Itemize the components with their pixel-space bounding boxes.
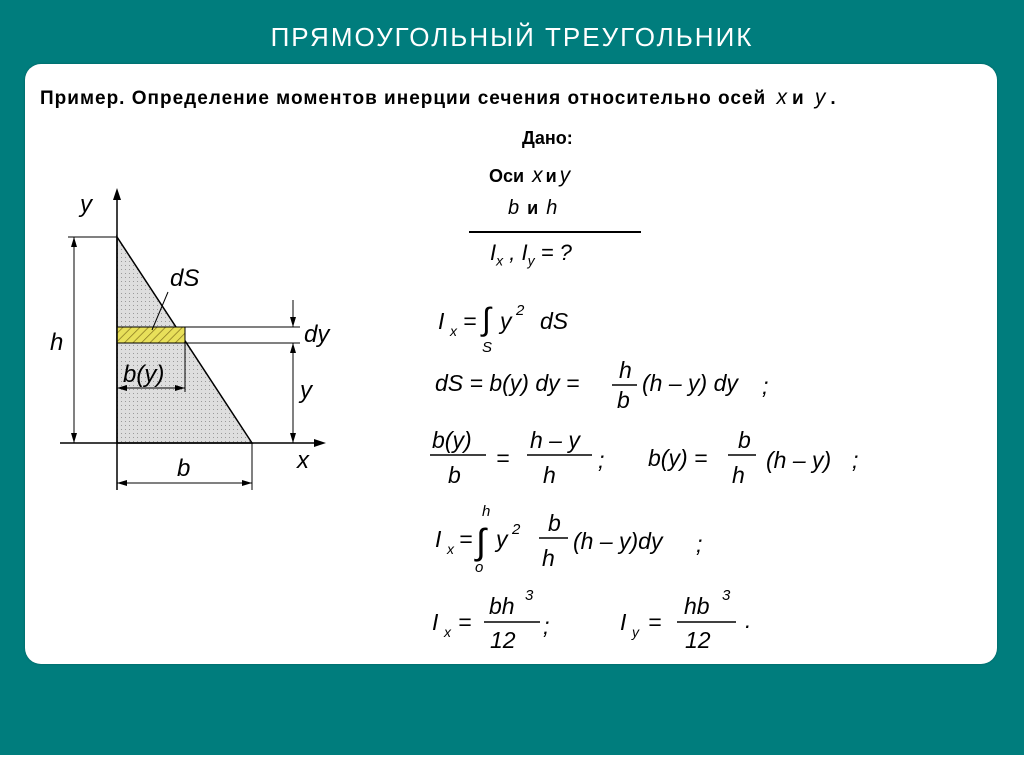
f6-num: hb	[684, 593, 710, 619]
find-sub-y: y	[527, 252, 535, 269]
diagram-y-label: y	[80, 191, 92, 218]
f1-body: y	[500, 308, 512, 334]
given-axis-y: y	[559, 164, 571, 187]
diagram-b-label: b	[177, 455, 191, 482]
slide-title: ПРЯМОУГОЛЬНЫЙ ТРЕУГОЛЬНИК	[270, 22, 754, 52]
given-h: h	[546, 197, 558, 219]
f4-upper: h	[482, 503, 491, 520]
f3-end: ;	[852, 447, 859, 473]
f6-sub: y	[632, 624, 639, 640]
f5-den: 12	[490, 627, 516, 653]
f1-int: ∫	[482, 301, 491, 337]
given-dimensions-and: и	[527, 198, 539, 218]
given-axis-x: x	[532, 164, 543, 187]
formula-Iy-result	[620, 587, 751, 653]
given-and: и	[545, 166, 557, 186]
diagram-x-label: x	[297, 447, 309, 474]
f4-eq: =	[459, 526, 473, 552]
f3-lhs2: b(y) =	[648, 445, 708, 471]
f5-I: I	[432, 609, 439, 635]
f4-num: b	[548, 510, 561, 536]
f5-sub: x	[444, 624, 451, 640]
heading-axis-y: y	[814, 86, 827, 109]
diagram-dS-label: dS	[170, 265, 200, 292]
heading-end: .	[830, 88, 837, 109]
f5-pow: 3	[525, 587, 534, 604]
f6-den: 12	[685, 627, 711, 653]
diagram-yDim-label: y	[300, 377, 312, 404]
formula-Ix-result	[432, 587, 549, 653]
f4-int: ∫	[476, 521, 486, 562]
f3-num1: b(y)	[432, 427, 472, 453]
f4-den: h	[542, 545, 555, 571]
f3-den1: b	[448, 462, 461, 488]
find-I-y: I	[521, 240, 528, 265]
f3-tail: (h – y)	[766, 447, 832, 473]
formula-proportion	[430, 427, 858, 488]
f2-num: h	[619, 357, 632, 383]
formula-dS	[435, 357, 768, 413]
f1-I: I	[438, 308, 445, 334]
f2-lhs: dS = b(y) dy =	[435, 370, 580, 396]
f1-pow: 2	[516, 302, 525, 319]
f6-pow: 3	[722, 587, 731, 604]
f4-lower: o	[475, 559, 484, 576]
f3-den3: h	[732, 462, 745, 488]
heading-and: и	[791, 88, 805, 109]
f4-pow: 2	[512, 521, 521, 538]
find-I: I	[490, 240, 497, 265]
f3-eq: =	[496, 445, 510, 471]
f1-lower: S	[482, 339, 493, 356]
f5-num: bh	[489, 593, 515, 619]
f1-eq: =	[463, 308, 477, 334]
f4-tail: (h – y)dy	[573, 528, 663, 554]
heading-axis-x: x	[776, 86, 788, 109]
f3-den2: h	[543, 462, 556, 488]
f2-end: ;	[762, 373, 769, 399]
diagram-bY-label: b(y)	[123, 361, 165, 388]
f4-sub: x	[447, 541, 454, 557]
f3-num3: b	[738, 427, 751, 453]
formula-Ix-integral	[438, 301, 569, 356]
find-sub-x: x	[496, 252, 504, 269]
f1-tail: dS	[540, 308, 569, 334]
given-label: Дано:	[522, 128, 573, 148]
f6-end: .	[745, 607, 752, 633]
f2-den: b	[617, 387, 630, 413]
f4-body: y	[496, 526, 508, 552]
f2-tail: (h – y) dy	[642, 370, 738, 396]
given-axes-word: Оси	[489, 166, 525, 186]
heading-text: Пример. Определение моментов инерции сечения относительно осей	[40, 88, 767, 109]
diagram-h-label: h	[50, 329, 64, 356]
formula-Ix-definite	[435, 503, 702, 576]
f5-end: ;	[543, 613, 550, 639]
f6-I: I	[620, 609, 627, 635]
f1-sub: x	[450, 323, 457, 339]
f6-eq: =	[648, 609, 662, 635]
find-end: = ?	[534, 240, 572, 265]
f5-eq: =	[458, 609, 472, 635]
f3-sep: ;	[598, 447, 605, 473]
f4-I: I	[435, 526, 442, 552]
diagram-dy-label: dy	[304, 321, 330, 348]
f3-num2: h – y	[530, 427, 580, 453]
given-b: b	[508, 197, 520, 219]
f4-end: ;	[696, 531, 703, 557]
find-sep: ,	[503, 240, 522, 265]
